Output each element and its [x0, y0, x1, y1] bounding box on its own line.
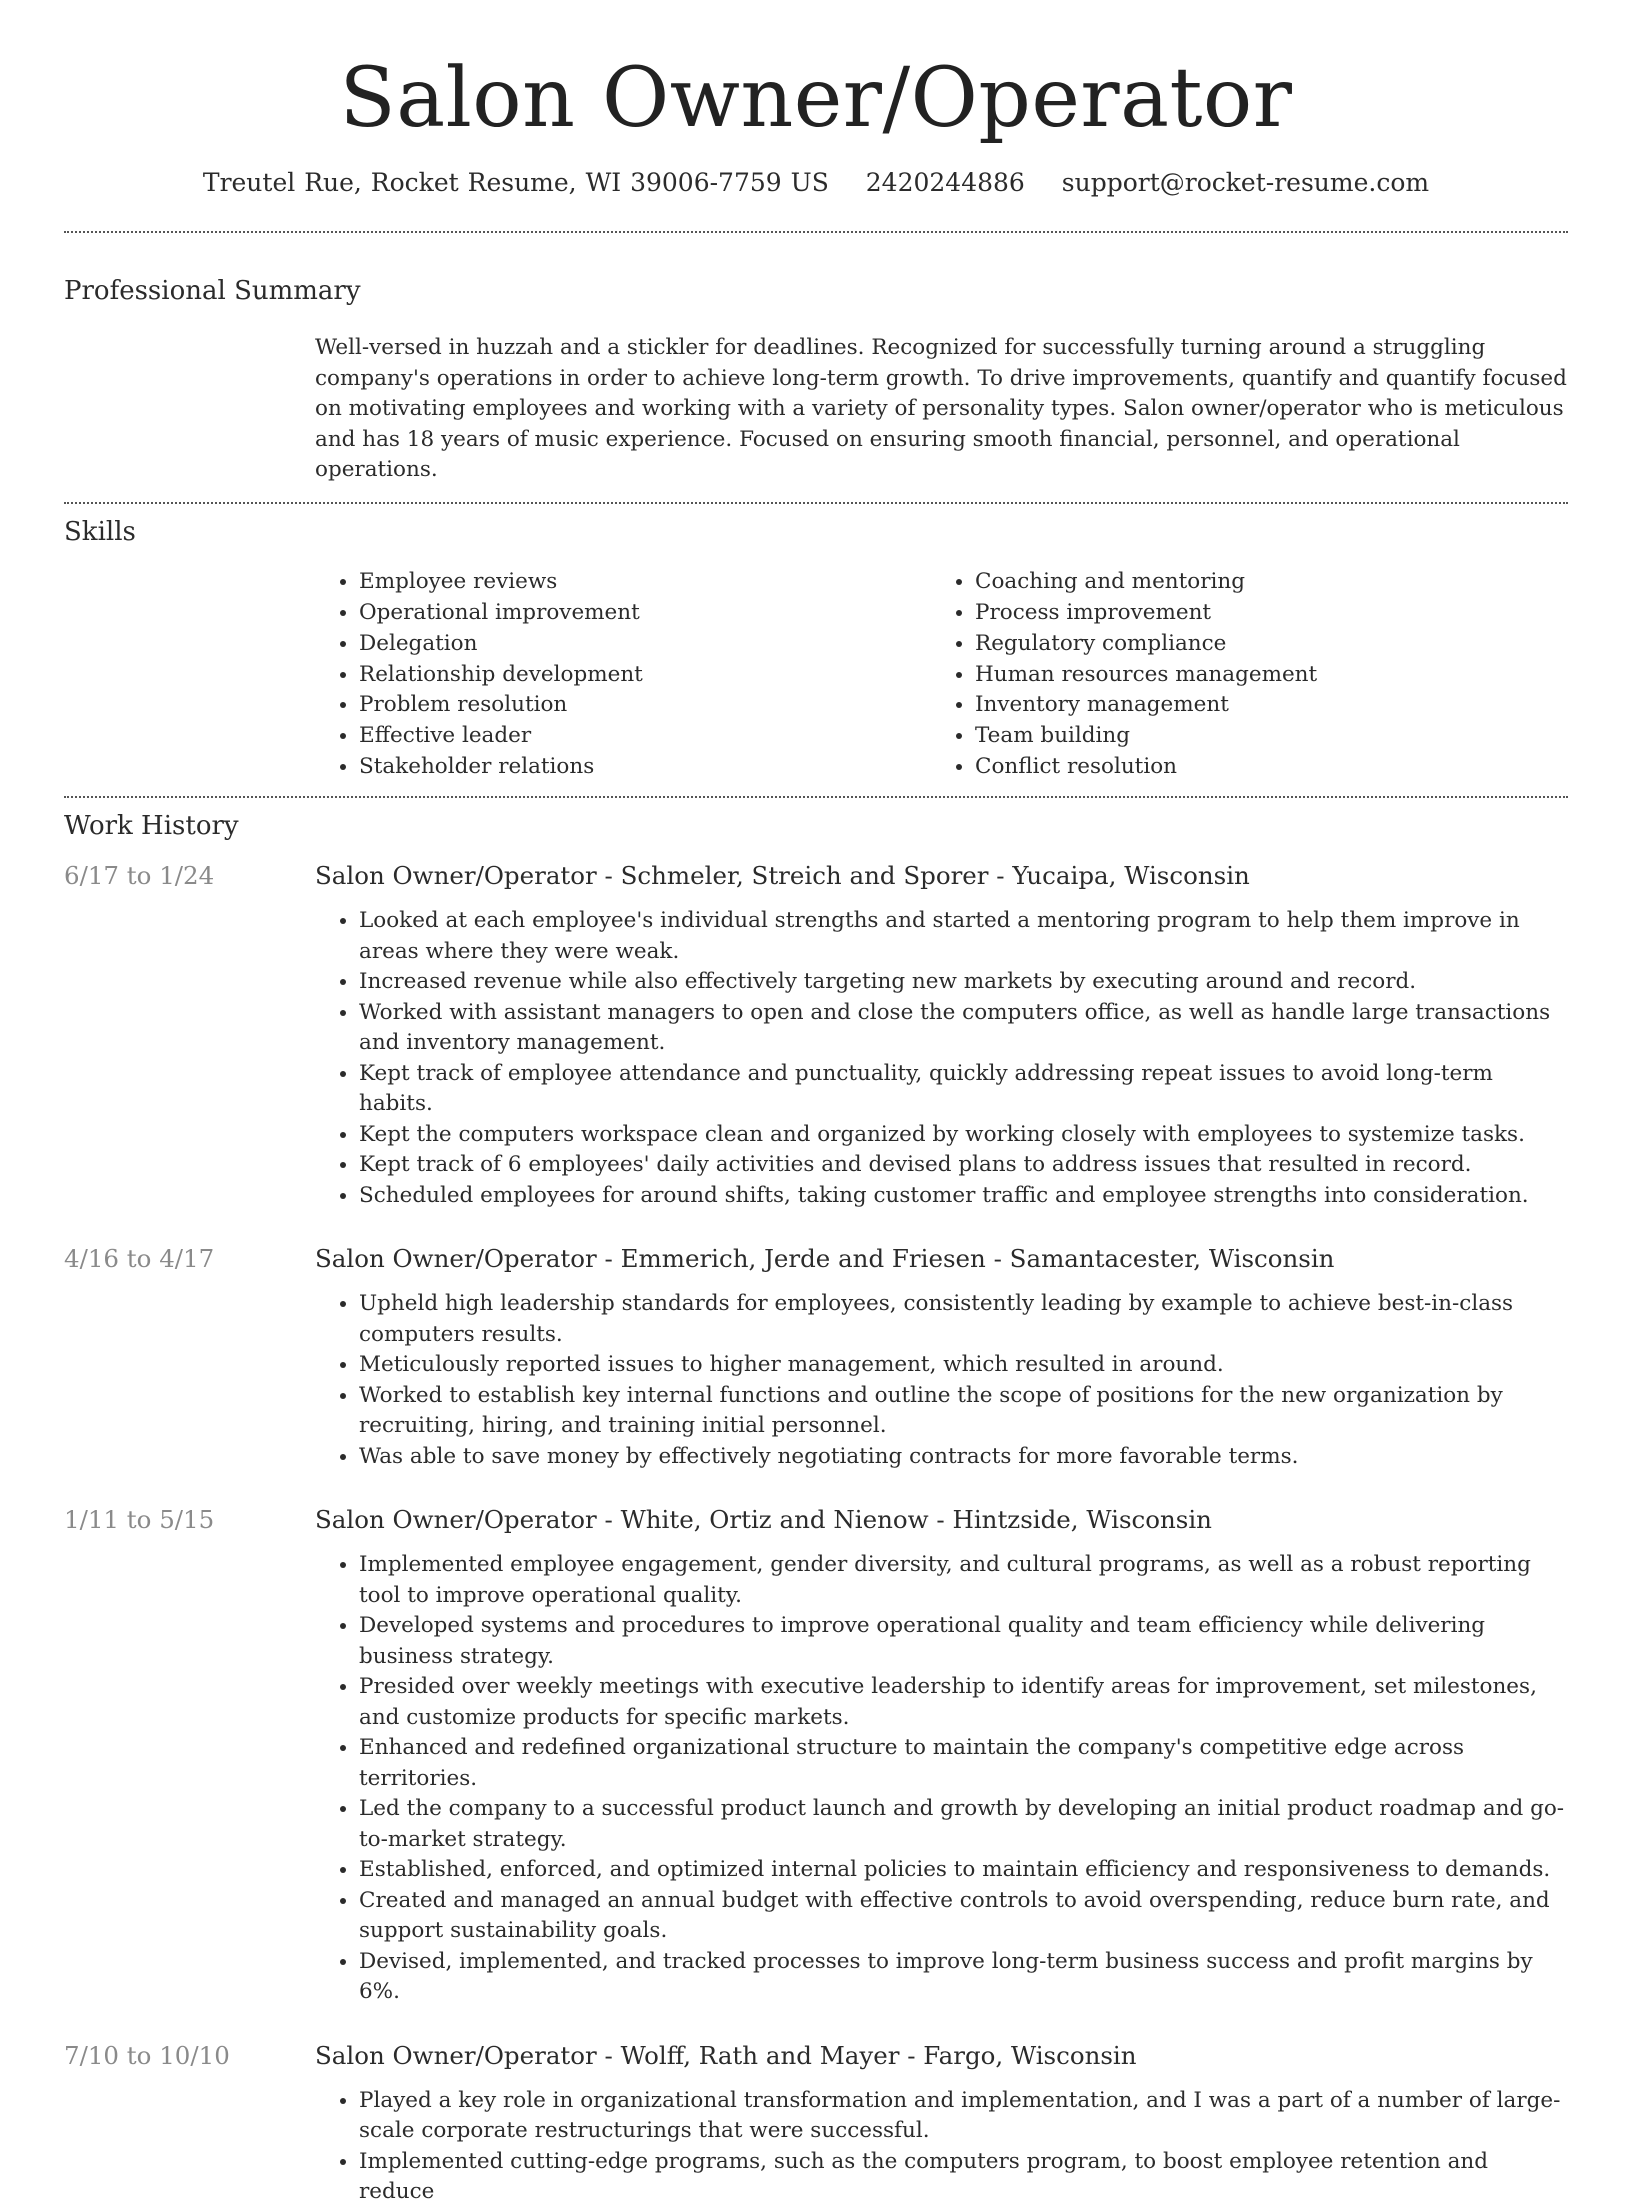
job-dates: 7/10 to 10/10: [64, 2040, 230, 2070]
section-title-skills: Skills: [64, 516, 136, 547]
job-bullets: [315, 2086, 1568, 2208]
skill-item: • Effective leader: [359, 721, 931, 752]
job-dates: 6/17 to 1/24: [64, 861, 215, 891]
job-bullet: • Increased revenue while also effectively targeting new markets by executing around and record.: [359, 967, 1568, 998]
job-dates: 1/11 to 5/15: [64, 1505, 215, 1535]
contact-line: [64, 168, 1568, 197]
job-bullet: • Upheld high leadership standards for employees, consistently leading by example to achieve best-in-class computers results.: [359, 1289, 1568, 1350]
skill-item: • Delegation: [359, 629, 931, 660]
job-bullet: • Worked to establish key internal functions and outline the scope of positions for the new organization by recruiting, hiring, and training initial personnel.: [359, 1381, 1568, 1442]
job-bullet: • Was able to save money by effectively negotiating contracts for more favorable terms.: [359, 1442, 1568, 1473]
job-title: Salon Owner/Operator - Emmerich, Jerde and Friesen - Samantacester, Wisconsin: [315, 1244, 1335, 1274]
job-dates: 4/16 to 4/17: [64, 1244, 215, 1274]
summary-text: Well-versed in huzzah and a stickler for deadlines. Recognized for successfully turning around a struggling company's operations in order to achieve long-term growth. To drive improvements, quantify and quantify focused on motivating employees and working with a variety of personality types. Salon owner/operator who is meticulous and has 18 years of music experience. Focused on ensuring smooth financial, personnel, and operational operations.: [315, 335, 1567, 483]
job-bullet: • Scheduled employees for around shifts, taking customer traffic and employee strengths into consideration.: [359, 1181, 1568, 1212]
job-bullet: • Established, enforced, and optimized internal policies to maintain efficiency and responsiveness to demands.: [359, 1855, 1568, 1886]
skill-item: • Employee reviews: [359, 567, 931, 598]
job-bullet: • Played a key role in organizational transformation and implementation, and I was a part of a number of large-scale corporate restructurings that were successful.: [359, 2086, 1568, 2147]
skills-section: [64, 504, 1568, 797]
skill-item: • Team building: [975, 721, 1547, 752]
skill-item: • Regulatory compliance: [975, 629, 1547, 660]
job-title: Salon Owner/Operator - Schmeler, Streich and Sporer - Yucaipa, Wisconsin: [315, 861, 1250, 891]
skill-item: • Relationship development: [359, 660, 931, 691]
candidate-name: Salon Owner/Operator: [339, 51, 1293, 146]
job-bullets: [315, 906, 1568, 1211]
section-title-work: Work History: [64, 811, 239, 842]
skill-item: • Process improvement: [975, 598, 1547, 629]
job-bullet: • Worked with assistant managers to open and close the computers office, as well as handle large transactions and inventory management.: [359, 998, 1568, 1059]
job-entry: [64, 1241, 1568, 1472]
job-bullet: • Devised, implemented, and tracked processes to improve long-term business success and profit margins by 6%.: [359, 1947, 1568, 2008]
job-title: Salon Owner/Operator - Wolff, Rath and Mayer - Fargo, Wisconsin: [315, 2040, 1137, 2070]
job-bullet: • Kept the computers workspace clean and organized by working closely with employees to systemize tasks.: [359, 1120, 1568, 1151]
job-entry: [64, 2038, 1568, 2208]
job-entry: [64, 858, 1568, 1211]
skill-item: • Coaching and mentoring: [975, 567, 1547, 598]
skill-item: • Operational improvement: [359, 598, 931, 629]
job-bullet: • Enhanced and redefined organizational structure to maintain the company's competitive edge across territories.: [359, 1733, 1568, 1794]
job-bullet: • Developed systems and procedures to improve operational quality and team efficiency while delivering business strategy.: [359, 1611, 1568, 1672]
job-bullet: • Kept track of employee attendance and punctuality, quickly addressing repeat issues to avoid long-term habits.: [359, 1059, 1568, 1120]
work-history-section: [64, 798, 1568, 2207]
contact-email: support@rocket-resume.com: [1061, 168, 1430, 198]
skill-item: • Stakeholder relations: [359, 752, 931, 783]
job-bullet: • Meticulously reported issues to higher management, which resulted in around.: [359, 1350, 1568, 1381]
contact-address: Treutel Rue, Rocket Resume, WI 39006-7759 US: [202, 168, 829, 198]
job-title: Salon Owner/Operator - White, Ortiz and Nienow - Hintzside, Wisconsin: [315, 1505, 1212, 1535]
job-bullet: • Implemented employee engagement, gender diversity, and cultural programs, as well as a robust reporting tool to improve operational quality.: [359, 1550, 1568, 1611]
skill-item: • Inventory management: [975, 690, 1547, 721]
job-bullet: • Led the company to a successful product launch and growth by developing an initial product roadmap and go-to-market strategy.: [359, 1794, 1568, 1855]
skill-item: • Human resources management: [975, 660, 1547, 691]
section-title-summary: Professional Summary: [64, 276, 361, 307]
job-bullet: • Looked at each employee's individual strengths and started a mentoring program to help them improve in areas where they were weak.: [359, 906, 1568, 967]
job-bullet: • Presided over weekly meetings with executive leadership to identify areas for improvement, set milestones, and customize products for specific markets.: [359, 1672, 1568, 1733]
resume-header: [64, 0, 1568, 197]
skill-item: • Problem resolution: [359, 690, 931, 721]
job-bullet: • Created and managed an annual budget with effective controls to avoid overspending, reduce burn rate, and support sustainability goals.: [359, 1886, 1568, 1947]
job-bullet: • Kept track of 6 employees' daily activities and devised plans to address issues that resulted in record.: [359, 1150, 1568, 1181]
skills-list-left: [315, 567, 931, 782]
professional-summary-section: [64, 233, 1568, 501]
job-entry: [64, 1502, 1568, 2008]
job-bullets: [315, 1289, 1568, 1472]
skills-list-right: [931, 567, 1547, 782]
job-bullet: • Implemented cutting-edge programs, such as the computers program, to boost employee retention and reduce: [359, 2147, 1568, 2208]
contact-phone: 2420244886: [865, 168, 1025, 198]
skill-item: • Conflict resolution: [975, 752, 1547, 783]
job-bullets: [315, 1550, 1568, 2008]
